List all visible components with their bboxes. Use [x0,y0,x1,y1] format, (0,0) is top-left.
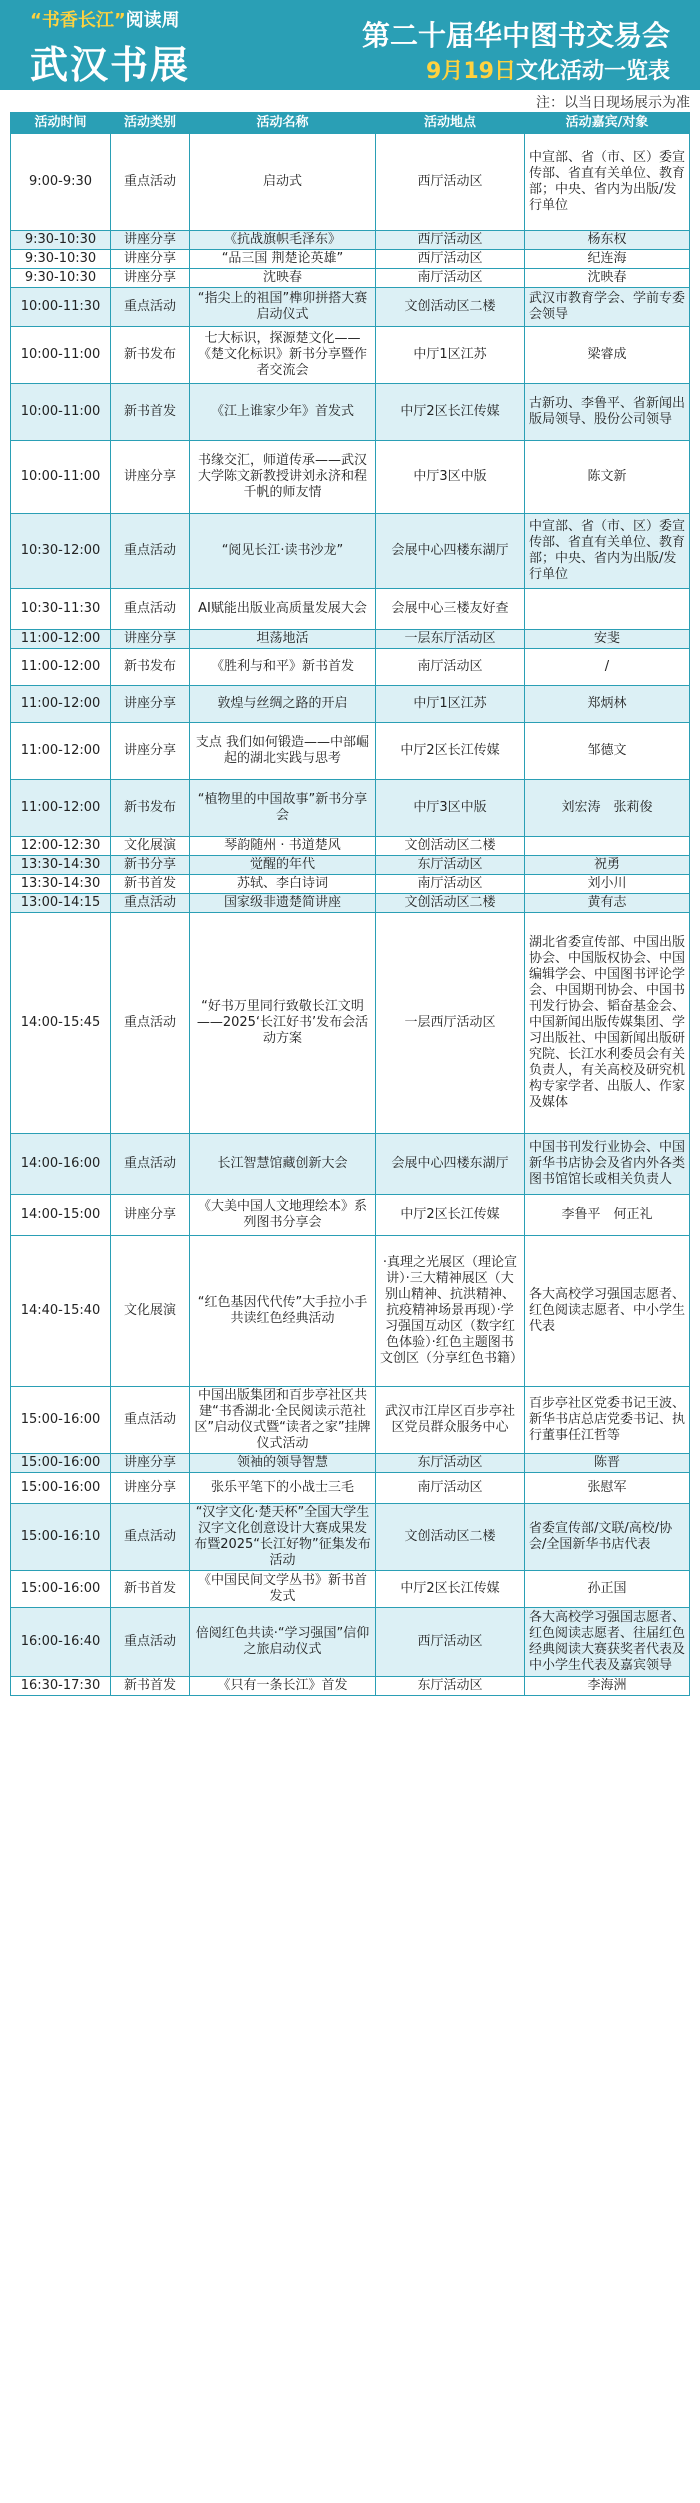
cell-guests: 孙正国 [525,1571,690,1607]
cell-name: 敦煌与丝绸之路的开启 [190,686,376,722]
cell-name: 坦荡地活 [190,630,376,648]
cell-name: 《江上谁家少年》首发式 [190,384,376,440]
table-row [10,780,690,837]
cell-category: 重点活动 [111,288,190,326]
cell-time: 9:30-10:30 [10,250,111,268]
cell-time: 9:30-10:30 [10,231,111,249]
cell-name: 领袖的领导智慧 [190,1454,376,1472]
cell-category: 重点活动 [111,1504,190,1570]
cell-guests: 梁睿成 [525,327,690,383]
cell-place: 中厅2区长江传媒 [376,1571,525,1607]
cell-place: 东厅活动区 [376,1677,525,1695]
table-row [10,441,690,514]
cell-category: 讲座分享 [111,630,190,648]
cell-guests: 刘小川 [525,875,690,893]
cell-guests: 武汉市教育学会、学前专委会领导 [525,288,690,326]
table-row [10,1504,690,1571]
cell-name: 《抗战旗帜毛泽东》 [190,231,376,249]
cell-category: 重点活动 [111,913,190,1133]
cell-place: 南厅活动区 [376,649,525,685]
cell-category: 重点活动 [111,134,190,230]
table-row [10,1195,690,1236]
cell-category: 讲座分享 [111,1473,190,1503]
cell-name: 张乐平笔下的小战士三毛 [190,1473,376,1503]
cell-category: 讲座分享 [111,231,190,249]
cell-name: “植物里的中国故事”新书分享会 [190,780,376,836]
table-header-row [10,113,690,134]
cell-name: “红色基因代代传”大手拉小手共读红色经典活动 [190,1236,376,1386]
cell-category: 重点活动 [111,1608,190,1676]
table-row [10,630,690,649]
cell-place: 文创活动区二楼 [376,288,525,326]
cell-category: 新书发布 [111,649,190,685]
table-row [10,1608,690,1677]
cell-time: 9:30-10:30 [10,269,111,287]
tagline-rest: 阅读周 [125,10,180,31]
cell-time: 11:00-12:00 [10,780,111,836]
cell-name: 书缘交汇，师道传承——武汉大学陈文新教授讲刘永济和程千帆的师友情 [190,441,376,513]
cell-time: 11:00-12:00 [10,686,111,722]
table-row [10,231,690,250]
cell-place: 中厅1区江苏 [376,686,525,722]
cell-category: 重点活动 [111,514,190,588]
table-row [10,894,690,913]
cell-category: 新书首发 [111,875,190,893]
table-row [10,269,690,288]
cell-time: 15:00-16:00 [10,1387,111,1453]
cell-guests: 安斐 [525,630,690,648]
cell-name: 沈映春 [190,269,376,287]
cell-time: 15:00-16:00 [10,1454,111,1472]
cell-name: 苏轼、李白诗词 [190,875,376,893]
cell-guests: 郑炳林 [525,686,690,722]
table-row [10,327,690,384]
cell-place: 东厅活动区 [376,1454,525,1472]
table-row [10,723,690,780]
cell-category: 讲座分享 [111,441,190,513]
cell-time: 10:00-11:30 [10,288,111,326]
cell-name: 七大标识，探源楚文化——《楚文化标识》新书分享暨作者交流会 [190,327,376,383]
cell-guests: 陈晋 [525,1454,690,1472]
table-row [10,837,690,856]
cell-guests: 中国书刊发行业协会、中国新华书店协会及省内外各类图书馆馆长或相关负责人 [525,1134,690,1194]
cell-category: 新书首发 [111,1677,190,1695]
cell-place: 西厅活动区 [376,134,525,230]
cell-name: 《大美中国人文地理绘本》系列图书分享会 [190,1195,376,1235]
cell-place: 西厅活动区 [376,1608,525,1676]
table-row [10,1473,690,1504]
schedule-table [10,112,690,1696]
cell-name: 《胜利与和平》新书首发 [190,649,376,685]
table-row [10,288,690,327]
cell-name: AI赋能出版业高质量发展大会 [190,589,376,629]
column-header-name: 活动名称 [190,113,376,133]
cell-guests [525,837,690,855]
tagline-quote: “书香长江” [30,10,126,31]
cell-name: 国家级非遗楚简讲座 [190,894,376,912]
cell-category: 重点活动 [111,1387,190,1453]
cell-category: 讲座分享 [111,686,190,722]
cell-guests: 祝勇 [525,856,690,874]
cell-place: 西厅活动区 [376,231,525,249]
cell-time: 10:30-12:00 [10,514,111,588]
cell-place: 文创活动区二楼 [376,837,525,855]
cell-guests: 陈文新 [525,441,690,513]
cell-category: 新书首发 [111,384,190,440]
cell-place: 一层东厅活动区 [376,630,525,648]
cell-place: 会展中心四楼东湖厅 [376,1134,525,1194]
cell-place: 南厅活动区 [376,875,525,893]
cell-place: 会展中心三楼友好查 [376,589,525,629]
table-row [10,589,690,630]
cell-category: 文化展演 [111,837,190,855]
cell-category: 讲座分享 [111,1454,190,1472]
cell-time: 14:00-16:00 [10,1134,111,1194]
cell-name: “好书万里同行致敬长江文明——2025‘长江好书’发布会活动方案 [190,913,376,1133]
cell-time: 11:00-12:00 [10,630,111,648]
table-row [10,1387,690,1454]
cell-category: 重点活动 [111,894,190,912]
column-header-place: 活动地点 [376,113,525,133]
column-header-time: 活动时间 [10,113,111,133]
cell-place: 东厅活动区 [376,856,525,874]
cell-name: 倍阅红色共读·“学习强国”信仰之旅启动仪式 [190,1608,376,1676]
cell-name: “汉字文化·楚天杯”全国大学生汉字文化创意设计大赛成果发布暨2025“长江好物”征集发布活动 [190,1504,376,1570]
schedule-subtitle-text: 文化活动一览表 [515,59,670,84]
cell-name: 琴韵随州 · 书道楚风 [190,837,376,855]
cell-category: 新书发布 [111,327,190,383]
cell-time: 11:00-12:00 [10,649,111,685]
cell-guests: 百步亭社区党委书记王波、新华书店总店党委书记、执行董事任江哲等 [525,1387,690,1453]
cell-place: 武汉市江岸区百步亭社区党员群众服务中心 [376,1387,525,1453]
table-row [10,856,690,875]
cell-time: 10:30-11:30 [10,589,111,629]
cell-category: 新书首发 [111,1571,190,1607]
cell-name: “阅见长江·读书沙龙” [190,514,376,588]
table-row [10,1236,690,1387]
table-row [10,1571,690,1608]
cell-guests: 古新功、李鲁平、省新闻出版局领导、股份公司领导 [525,384,690,440]
cell-place: 中厅3区中版 [376,441,525,513]
table-row [10,649,690,686]
cell-place: 中厅1区江苏 [376,327,525,383]
cell-name: 启动式 [190,134,376,230]
cell-name: 《只有一条长江》首发 [190,1677,376,1695]
cell-place: 一层西厅活动区 [376,913,525,1133]
cell-time: 9:00-9:30 [10,134,111,230]
cell-category: 重点活动 [111,1134,190,1194]
cell-place: 中厅3区中版 [376,780,525,836]
cell-guests: 李鲁平 何正礼 [525,1195,690,1235]
cell-name: 《中国民间文学丛书》新书首发式 [190,1571,376,1607]
cell-name: “指尖上的祖国”榫卯拼搭大赛启动仪式 [190,288,376,326]
cell-guests: 李海洲 [525,1677,690,1695]
table-row [10,875,690,894]
cell-time: 13:30-14:30 [10,856,111,874]
cell-guests: 黄有志 [525,894,690,912]
cell-guests: 省委宣传部/文联/高校/协会/全国新华书店代表 [525,1504,690,1570]
cell-place: ·真理之光展区（理论宣讲）·三大精神展区（大别山精神、抗洪精神、抗疫精神场景再现）·学习强国互动区（数字红色体验）·红色主题图书文创区（分享红色书籍） [376,1236,525,1386]
cell-place: 中厅2区长江传媒 [376,1195,525,1235]
table-row [10,686,690,723]
cell-category: 讲座分享 [111,269,190,287]
cell-place: 文创活动区二楼 [376,1504,525,1570]
cell-guests: 邹德文 [525,723,690,779]
cell-guests: 湖北省委宣传部、中国出版协会、中国版权协会、中国编辑学会、中国图书评论学会、中国期刊协会、中国书刊发行协会、韬奋基金会、中国新闻出版传媒集团、学习出版社、中国新闻出版研究院、长江水利委员会有关负责人，有关高校及研究机构专家学者、出版人、作家及媒体 [525,913,690,1133]
cell-guests: 各大高校学习强国志愿者、红色阅读志愿者、往届红色经典阅读大赛获奖者代表及中小学生代表及嘉宾领导 [525,1608,690,1676]
cell-time: 16:00-16:40 [10,1608,111,1676]
cell-time: 16:30-17:30 [10,1677,111,1695]
cell-time: 11:00-12:00 [10,723,111,779]
cell-place: 南厅活动区 [376,1473,525,1503]
cell-name: 中国出版集团和百步亭社区共建“书香湖北·全民阅读示范社区”启动仪式暨“读者之家”挂牌仪式活动 [190,1387,376,1453]
cell-name: 觉醒的年代 [190,856,376,874]
cell-place: 中厅2区长江传媒 [376,384,525,440]
header-banner [0,0,700,90]
cell-time: 10:00-11:00 [10,327,111,383]
cell-category: 重点活动 [111,589,190,629]
table-row [10,1677,690,1696]
table-row [10,514,690,589]
cell-category: 新书分享 [111,856,190,874]
cell-time: 15:00-16:10 [10,1504,111,1570]
cell-name: “品三国 荆楚论英雄” [190,250,376,268]
cell-category: 讲座分享 [111,1195,190,1235]
table-row [10,384,690,441]
cell-guests: 中宣部、省（市、区）委宣传部、省直有关单位、教育部；中央、省内为出版/发行单位 [525,134,690,230]
cell-time: 10:00-11:00 [10,384,111,440]
tagline [30,6,180,32]
cell-category: 新书发布 [111,780,190,836]
cell-guests: 沈映春 [525,269,690,287]
cell-place: 会展中心四楼东湖厅 [376,514,525,588]
cell-time: 13:30-14:30 [10,875,111,893]
cell-name: 支点 我们如何锻造——中部崛起的湖北实践与思考 [190,723,376,779]
cell-category: 讲座分享 [111,723,190,779]
cell-category: 讲座分享 [111,250,190,268]
note: 注：以当日现场展示为准 [536,95,690,111]
cell-place: 文创活动区二楼 [376,894,525,912]
schedule-date: 9月19日 [426,59,516,84]
cell-guests: 各大高校学习强国志愿者、红色阅读志愿者、中小学生代表 [525,1236,690,1386]
cell-time: 15:00-16:00 [10,1571,111,1607]
cell-place: 西厅活动区 [376,250,525,268]
cell-time: 15:00-16:00 [10,1473,111,1503]
cell-guests: 刘宏涛 张莉俊 [525,780,690,836]
table-row [10,1454,690,1473]
cell-category: 文化展演 [111,1236,190,1386]
table-row [10,250,690,269]
expo-title: 武汉书展 [30,43,191,87]
cell-time: 13:00-14:15 [10,894,111,912]
cell-time: 12:00-12:30 [10,837,111,855]
cell-time: 14:00-15:45 [10,913,111,1133]
table-row [10,913,690,1134]
cell-guests: 杨东权 [525,231,690,249]
cell-guests [525,589,690,629]
cell-name: 长江智慧馆藏创新大会 [190,1134,376,1194]
cell-place: 中厅2区长江传媒 [376,723,525,779]
cell-time: 14:00-15:00 [10,1195,111,1235]
table-row [10,134,690,231]
cell-guests: 中宣部、省（市、区）委宣传部、省直有关单位、教育部；中央、省内为出版/发行单位 [525,514,690,588]
fair-title: 第二十届华中图书交易会 [361,19,670,52]
column-header-guests: 活动嘉宾/对象 [525,113,690,133]
cell-guests: / [525,649,690,685]
cell-time: 10:00-11:00 [10,441,111,513]
cell-time: 14:40-15:40 [10,1236,111,1386]
cell-guests: 纪连海 [525,250,690,268]
schedule-subtitle [426,54,670,85]
cell-place: 南厅活动区 [376,269,525,287]
cell-guests: 张慰军 [525,1473,690,1503]
column-header-category: 活动类别 [111,113,190,133]
table-row [10,1134,690,1195]
